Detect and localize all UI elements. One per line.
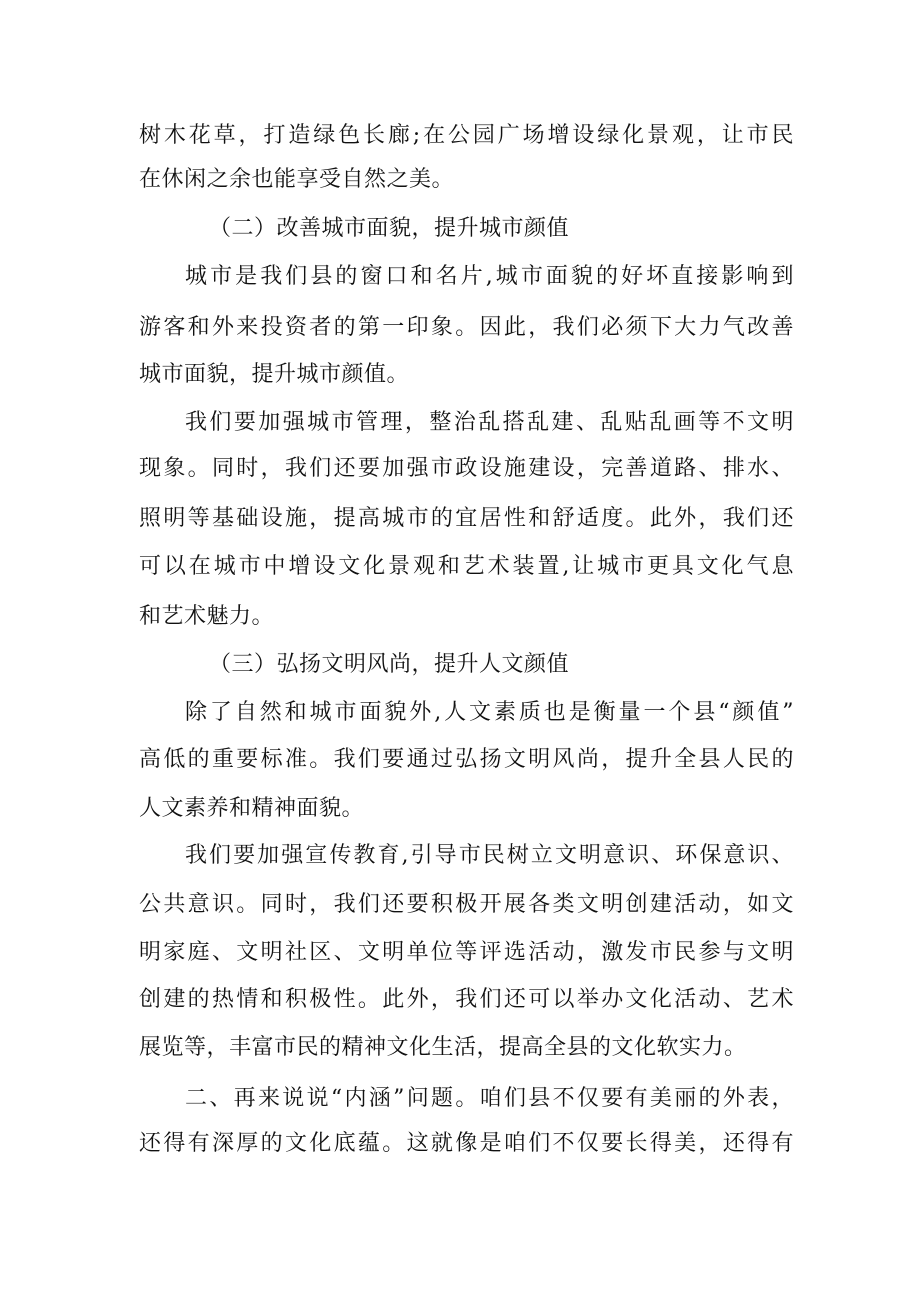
paragraph-line: 高低的重要标准。我们要通过弘扬文明风尚，提升全县人民的: [139, 747, 794, 772]
paragraph-line: 二、再来说说“内涵”问题。咱们县不仅要有美丽的外表，: [185, 1086, 794, 1111]
section-heading: （二）改善城市面貌，提升城市颜值: [209, 216, 570, 241]
paragraph-line: 现象。同时，我们还要加强市政设施建设，完善道路、排水、: [139, 456, 794, 481]
paragraph-line: 我们要加强宣传教育,引导市民树立文明意识、环保意识、: [185, 843, 794, 868]
paragraph-line: 可以在城市中增设文化景观和艺术装置,让城市更具文化气息: [139, 554, 794, 579]
paragraph-line: 除了自然和城市面貌外,人文素质也是衡量一个县“颜值”: [185, 700, 794, 725]
paragraph-line: 城市是我们县的窗口和名片,城市面貌的好坏直接影响到: [185, 264, 794, 289]
paragraph-line: 人文素养和精神面貌。: [139, 796, 365, 821]
paragraph-line: 树木花草，打造绿色长廊;在公园广场增设绿化景观，让市民: [139, 123, 794, 148]
section-heading: （三）弘扬文明风尚，提升人文颜值: [209, 652, 570, 677]
paragraph-line: 和艺术魅力。: [139, 604, 275, 629]
paragraph-line: 照明等基础设施，提高城市的宜居性和舒适度。此外，我们还: [139, 506, 794, 531]
paragraph-line: 在休闲之余也能享受自然之美。: [139, 167, 455, 192]
paragraph-line: 我们要加强城市管理，整治乱搭乱建、乱贴乱画等不文明: [185, 410, 794, 435]
paragraph-line: 城市面貌，提升城市颜值。: [139, 362, 410, 387]
paragraph-line: 明家庭、文明社区、文明单位等评选活动，激发市民参与文明: [139, 940, 794, 965]
paragraph-line: 展览等，丰富市民的精神文化生活，提高全县的文化软实力。: [139, 1035, 747, 1060]
paragraph-line: 还得有深厚的文化底蕴。这就像是咱们不仅要长得美，还得有: [139, 1131, 794, 1156]
paragraph-line: 游客和外来投资者的第一印象。因此，我们必须下大力气改善: [139, 315, 794, 340]
paragraph-line: 公共意识。同时，我们还要积极开展各类文明创建活动，如文: [139, 892, 794, 917]
paragraph-line: 创建的热情和积极性。此外，我们还可以举办文化活动、艺术: [139, 987, 794, 1012]
